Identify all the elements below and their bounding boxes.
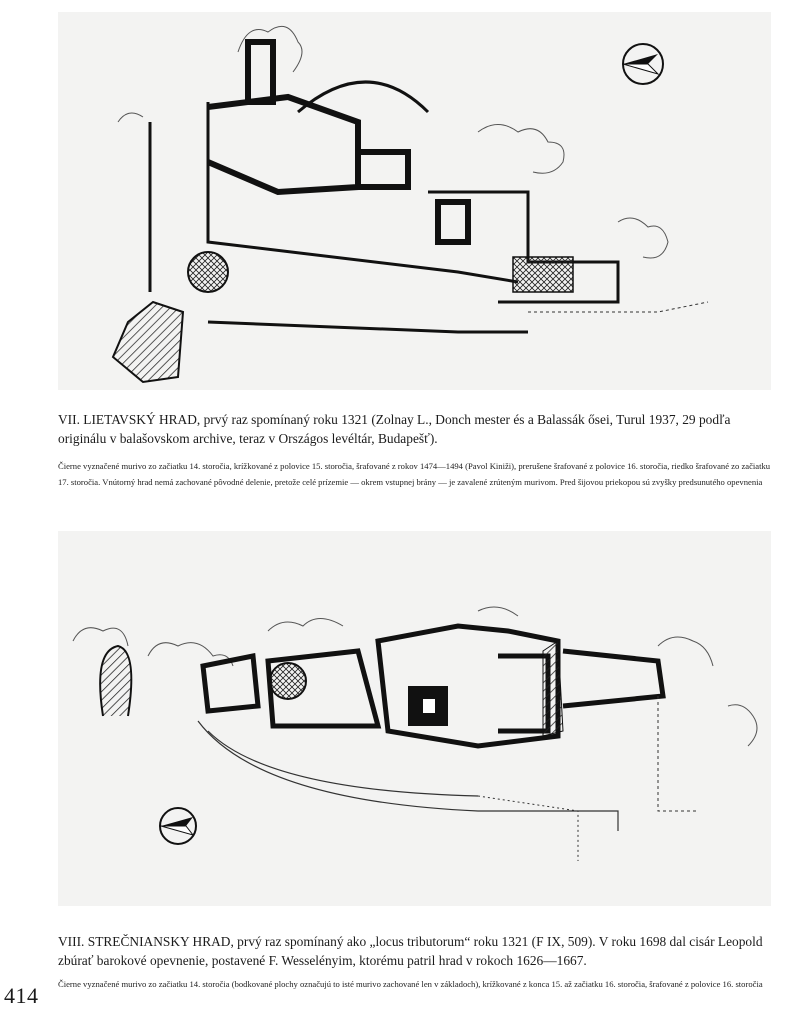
lietava-castle-plan bbox=[58, 12, 771, 390]
compass-icon bbox=[160, 808, 196, 844]
figure-vii-note: Čierne vyznačené murivo zo začiatku 14. storočia, krížkované z polovice 15. storočia, šrafované z rokov 1474—1494 (Pavol Kiniži), prerušene šrafované z polovice 16. storočia, riedko šrafované zo začiatku 17. storočia. Vnútorný hrad nemá zachované pôvodné delenie, pretože celé prízemie — okrem vstupnej brány — je zavalené zrúteným murivom. Pred šijovou priekopou sú zvyšky predsunutého opevnenia bbox=[58, 461, 771, 487]
hatched-bastion bbox=[113, 302, 183, 382]
strecno-castle-plan bbox=[58, 531, 771, 906]
horseshoe-bastion bbox=[100, 646, 131, 716]
figure-viii-caption: VIII. STREČNIANSKY HRAD, prvý raz spomínaný ako „locus tributorum“ roku 1321 (F IX, 509). V roku 1698 dal cisár Leopold zbúrať barokové opevnenie, postavené F. Wesselényim, ktorému patril hrad v rokoch 1626—1667. bbox=[58, 934, 763, 968]
lietava-plan-drawing bbox=[58, 12, 771, 390]
baroque-fortification bbox=[658, 696, 698, 811]
figure-viii-note: Čierne vyznačené murivo zo začiatku 14. storočia (bodkované plochy označujú to isté murivo zachované len v základoch), krížkované z konca 15. až začiatku 16. storočia, šrafované z polovice 16. storočia bbox=[58, 979, 763, 989]
compass-icon bbox=[623, 44, 663, 84]
crosshatched-block bbox=[513, 257, 573, 292]
dotted-foundations bbox=[478, 796, 578, 861]
outer-walls bbox=[150, 82, 618, 332]
rock-outlines bbox=[118, 26, 668, 258]
inner-castle-walls bbox=[208, 42, 468, 242]
round-tower bbox=[188, 252, 228, 292]
page-number: 414 bbox=[4, 983, 39, 1008]
figure-vii-caption: VII. LIETAVSKÝ HRAD, prvý raz spomínaný roku 1321 (Zolnay L., Donch mester és a Balassák ősei, Turul 1937, 29 podľa originálu v balašovskom archive, teraz v Országos levéltár, Budapešť). bbox=[58, 412, 731, 446]
strecno-plan-drawing bbox=[58, 531, 771, 906]
round-tower bbox=[270, 663, 306, 699]
